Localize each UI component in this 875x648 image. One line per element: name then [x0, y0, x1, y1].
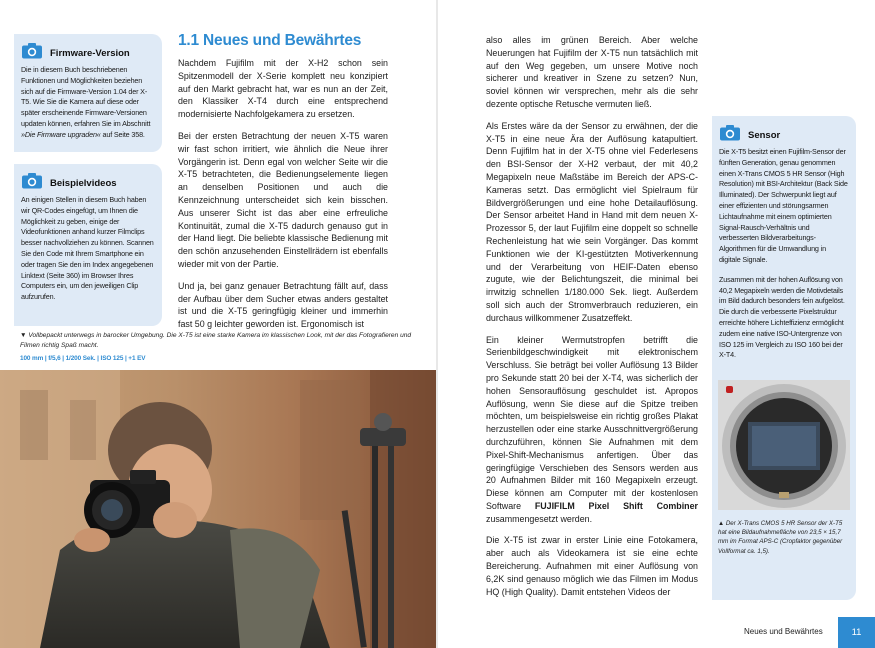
photo-exif: 100 mm | f/5,6 | 1/200 Sek. | ISO 125 | +1 EV	[20, 355, 146, 362]
camera-icon	[21, 172, 43, 189]
sensor-box-header	[719, 124, 848, 141]
camera-icon	[719, 124, 741, 141]
sensor-text-1: Die X-T5 besitzt einen Fujifilm-Sensor der fünften Generation, genau genommen einen X-Trans CMOS 5 HR Sensor (High Resolution) mit BSI-Architektur (Back Side Illuminated). Der Schwerpunkt liegt auf einer effizienten und störungsarmen Lichtaufnahme mit einem optimierten Signal-Rausch-Verhältnis und verbesserten Bildverarbeitungs-Algorithmen für die Umwandlung in digitale Signale.	[719, 147, 848, 264]
sensor-text-2: Zusammen mit der hohen Auflösung von 40,2 Megapixeln werden die Motivdetails im Bild dadurch besonders fein aufgelöst. Die durch die verbesserte Pixelstruktur erreichte höhere Lichteffizienz ermöglicht zudem eine native ISO-Untergrenze von ISO 125 im Vergleich zu ISO 160 bei der X-T4.	[719, 274, 845, 360]
left-page	[0, 0, 437, 648]
firmware-box-body-end: auf Seite 358.	[100, 129, 145, 139]
examples-box-header	[21, 172, 154, 189]
section-title: 1.1 Neues und Bewährtes	[178, 32, 362, 49]
paragraph-body-end: zusammengesetzt werden.	[486, 513, 593, 524]
beispielvideos-box	[14, 164, 162, 326]
paragraph: Die X-T5 ist zwar in erster Linie eine Fotokamera, aber auch als Videokamera ist sie eine echte Bereicherung. Aufnahmen mit einer Auflösung von 6,2K sind genauso möglich wie das Filmen im Modus HQ (High Quality). Damit entstehen Videos der	[486, 535, 698, 597]
sensor-box-title: Sensor	[748, 130, 781, 141]
paragraph: Als Erstes wäre da der Sensor zu erwähnen, der die X-T5 in eine neue Ära der Auflösung katapultiert. Denn Fujifilm hat in der X-T5 ohne viel Federlesens den BSI-Sensor der X-H2 verbaut, der mit 40,2 Megapixeln neue Maßstäbe im Bereich der APS-C-Kameras setzt. Das ermöglicht viel Spielraum für Bildvergrößerungen und eine hohe Detailauflösung. Der Sensor arbeitet Hand in Hand mit dem neuen X-Prozessor 5, der laut Fujifilm eine doppelt so schnelle Rechenleistung hat wie sein Vorgänger. Das kommt Funktionen wie der KI-gestützten Motiverkennung und der Verarbeitung von HEIF-Daten ebenso zugute, wie der Belichtungszeit, die minimal bei irrwitzig schnellen 1/180.000 Sek. liegt. Außerdem soll sich auch der Stromverbrauch reduzieren, ein durchaus willkommener Zusatzeffekt.	[486, 120, 698, 323]
firmware-link: »Die Firmware upgraden«	[21, 129, 101, 139]
paragraph: Bei der ersten Betrachtung der neuen X-T5 waren wir fast schon irritiert, wie ähnlich die Neue ihrer Vorgängerin ist. Denn egal von welcher Seite wir die X-T5 betrachteten, die Bedienungselemente liegen an denselben Positionen und auch die Kennzeichnung unterscheidet sich kein bisschen. Aus unserer Sicht ist das aber eine erfreuliche Kontinuität, zumal die X-T5 dadurch genauso gut in der Hand liegt. Die beliebte klassische Bedienung mit den schön anzusehenden Einstellrädern ist ebenfalls wieder mit von der Partie.	[178, 130, 388, 269]
firmware-box-text	[21, 65, 154, 141]
paragraph-body: Ein kleiner Wermutstropfen betrifft die Serienbildgeschwindigkeit mit elektronischem Verschluss. Sie beträgt bei voller Auflösung 13 Bilder pro Sekunde statt 20 bei der X-T4, was sicherlich der hohen Sensorauflösung geschuldet ist. Apropos Auflösung, wenn Sie diese auf die Spitze treiben möchten, um beispielsweise ein richtig großes Plakat herzustellen oder eine starke Ausschnittvergrößerung durchzuführen, können Sie Aufnahmen mit dem Pixel-Shift-Mechanismus anfertigen. Über das geringfügige Verschieben des Sensors werden aus 20 Aufnahmen Bilder mit 160 Megapixeln erzeugt. Diese können am Computer mit der kostenlosen Software	[486, 334, 698, 511]
sensor-caption: ▲ Der X-Trans CMOS 5 HR Sensor der X-T5 hat eine Bildaufnahmefläche von 23,5 × 15,7 mm im Format APS-C (Cropfaktor gegenüber Vollformat ca. 1,5).	[718, 520, 843, 555]
software-name: FUJIFILM Pixel Shift Combiner	[534, 500, 698, 511]
firmware-box-title: Firmware-Version	[50, 48, 130, 59]
right-body-text	[486, 34, 698, 607]
camera-icon	[21, 42, 43, 59]
firmware-box-header	[21, 42, 154, 59]
sensor-photo	[718, 380, 850, 510]
page-number: 11	[838, 617, 875, 648]
paragraph	[486, 334, 698, 526]
footer-chapter-title: Neues und Bewährtes	[744, 627, 823, 636]
examples-box-title: Beispielvideos	[50, 178, 117, 189]
paragraph: Und ja, bei ganz genauer Betrachtung fällt auf, dass der Aufbau über dem Sucher etwas anders gestaltet ist und die X-T5 geringfügig kleiner und immerhin fast 50 g leichter geworden ist. Ergonomisch ist	[178, 280, 388, 330]
paragraph: Nachdem Fujifilm mit der X-H2 schon sein Spitzenmodell der X-Serie komplett neu konzipiert auf den Markt gebracht hat, war es nun an der Zeit, den Klassiker X-T4 durch eine entsprechend modernisierte Nachfolgekamera zu ersetzen.	[178, 58, 388, 120]
photographer-photo	[0, 370, 437, 648]
paragraph: also alles im grünen Bereich. Aber welche Neuerungen hat Fujifilm der X-T5 nun tatsächlich mit auf den Weg gegeben, um unsere Motive noch sicherer und kreativer in Szene zu setzen? Nun, soviel können wir versprechen, mehr als die sehr dezente optische Retusche vermuten ließ.	[486, 35, 698, 109]
firmware-version-box	[14, 34, 162, 152]
firmware-box-body: Die in diesem Buch beschriebenen Funktionen und Möglichkeiten beziehen sich auf die Firmware-Version 1.04 der X-T5. Wie Sie die Kamera auf diese oder später erscheinende Firmware-Versionen updaten können, erfahren Sie im Abschnitt	[21, 65, 151, 128]
examples-box-text: An einigen Stellen in diesem Buch haben wir QR-Codes eingefügt, um Ihnen die Möglichkeit zu geben, einige der Videofunktionen anhand kurzer Filmclips besser nachvollziehen zu können. Scannen Sie den Code mit Ihrem Smartphone ein oder tragen Sie den im Index angegebenen Linktext (Seite 360) im Browser Ihres Computers ein, um den jeweiligen Clip aufzurufen.	[21, 195, 154, 302]
left-body-text	[178, 57, 388, 340]
sensor-box-text	[719, 147, 848, 361]
photo-caption: ▼ Vollbepackt unterwegs in barocker Umgebung. Die X-T5 ist eine starke Kamera im klassischen Look, mit der das Fotografieren und Filmen richtig Spaß macht.	[20, 332, 412, 349]
